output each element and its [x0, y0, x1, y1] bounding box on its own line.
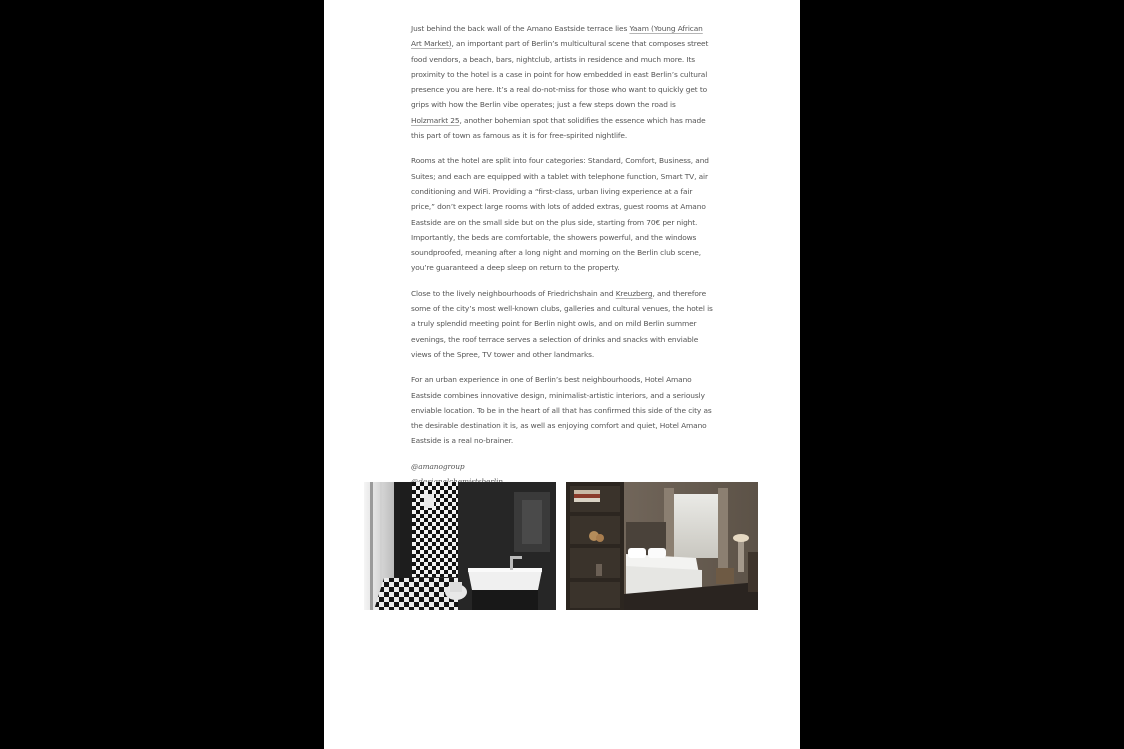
instagram-handle-amanogroup[interactable]: @amanogroup: [411, 461, 465, 471]
article-page: [324, 0, 800, 749]
paragraph-1: Just behind the back wall of the Amano Eastside terrace lies Yaam (Young African Art Market), an important part of Berlin’s multicultural scene that composes street food vendors, a beach, bars, nightclub, artists in residence and much more. Its proximity to the hotel is a case in point for how embedded in east Berlin’s cultural presence you are here. It’s a real do-not-miss for those who want to quickly get to grips with how the Berlin vibe operates; just a few steps down the road is Holzmarkt 25, another bohemian spot that solidifies the essence which has made this part of town as famous as it is for free-spirited nightlife.: [411, 24, 709, 141]
holzmarkt-link[interactable]: Holzmarkt 25: [411, 115, 460, 125]
paragraph-4: For an urban experience in one of Berlin’s best neighbourhoods, Hotel Amano Eastside combines innovative design, minimalist-artistic interiors, and a seriously enviable location. To be in the heart of all that has confirmed this side of the city as the desirable destination it is, as well as enjoying comfort and quiet, Hotel Amano Eastside is a real no-brainer.: [411, 375, 712, 446]
paragraph-2: Rooms at the hotel are split into four categories: Standard, Comfort, Business, and Suites; and each are equipped with a tablet with telephone function, Smart TV, air conditioning and WiFi. Providing a “first-class, urban living experience at a fair price,” don’t expect large rooms with lots of added extras, guest rooms at Amano Eastside are on the small side but on the plus side, starting from 70€ per night. Importantly, the beds are comfortable, the showers powerful, and the windows soundproofed, meaning after a long night and morning on the Berlin club scene, you’re guaranteed a deep sleep on return to the property.: [411, 156, 709, 273]
yaam-link[interactable]: Yaam (Young African Art Market): [411, 24, 703, 49]
bedroom-photo: [566, 482, 758, 610]
bathroom-photo: [364, 482, 556, 610]
bedroom-image: [566, 482, 758, 610]
bathroom-image: [364, 482, 556, 610]
article-body: [411, 21, 713, 489]
kreuzberg-link[interactable]: Kreuzberg: [615, 288, 653, 298]
paragraph-3: Close to the lively neighbourhoods of Friedrichshain and Kreuzberg, and therefore some of the city’s most well-known clubs, galleries and cultural venues, the hotel is a truly splendid meeting point for Berlin night owls, and on mild Berlin summer evenings, the roof terrace serves a selection of drinks and snacks with enviable views of the Spree, TV tower and other landmarks.: [411, 288, 713, 359]
